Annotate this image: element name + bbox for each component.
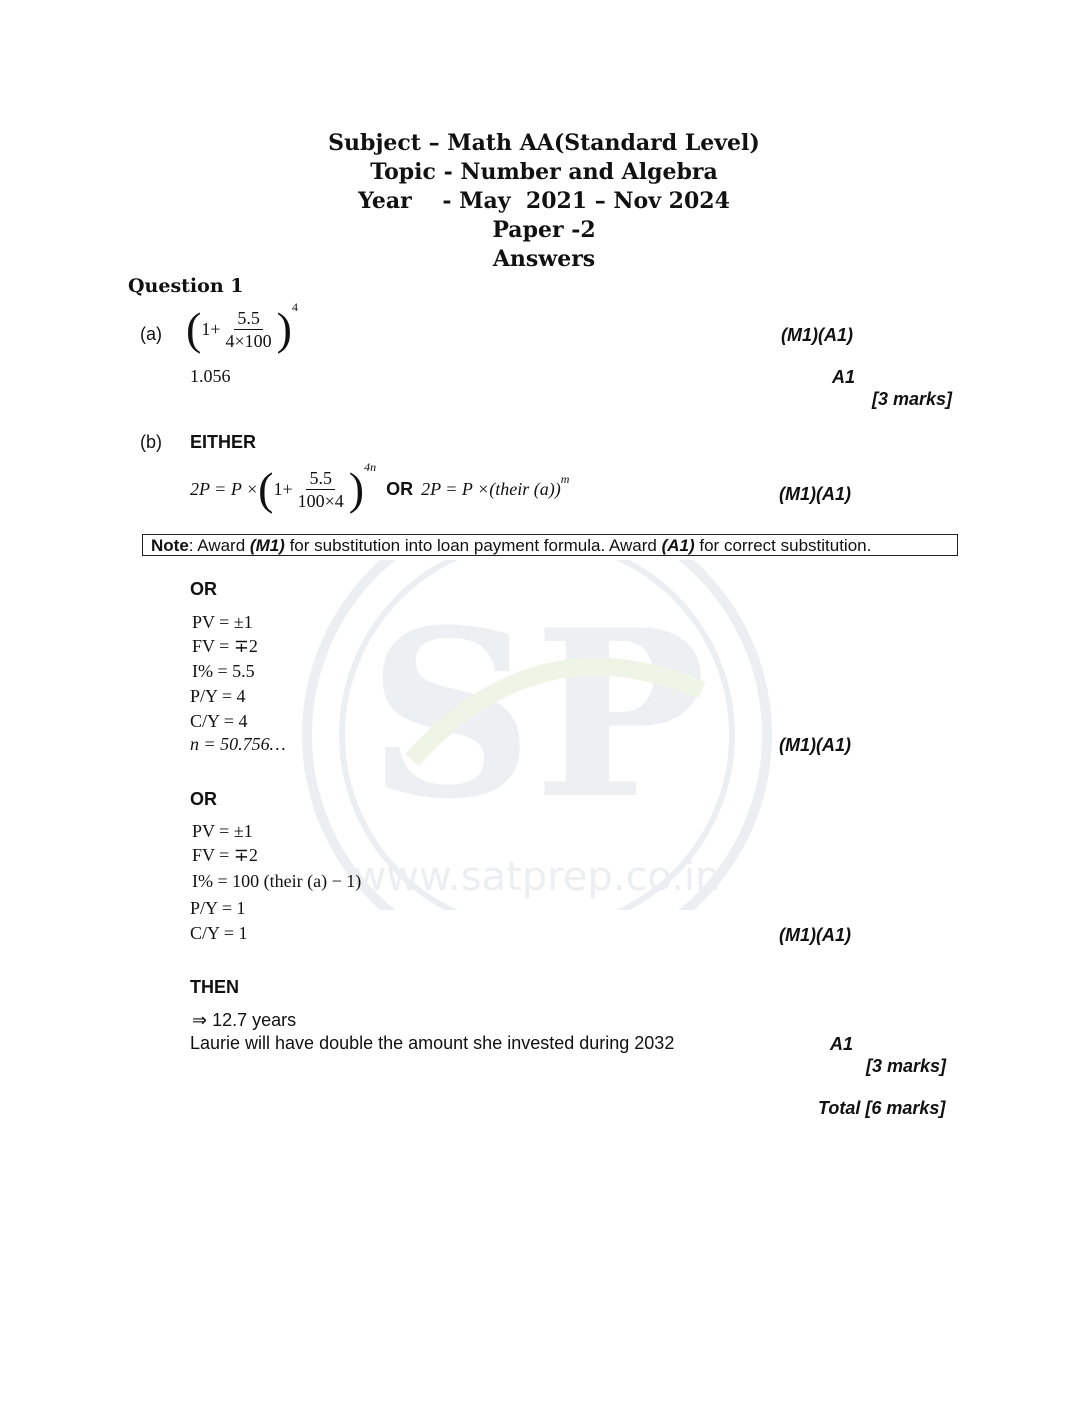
either-heading: EITHER — [190, 432, 257, 452]
note-m1: (M1) — [249, 536, 285, 555]
tvm1-py: P/Y = 4 — [190, 686, 246, 706]
tvm1-cy: C/Y = 4 — [190, 711, 248, 731]
part-a-total: [3 marks] — [872, 389, 953, 409]
question-title: Question 1 — [128, 275, 244, 297]
either-one-plus: 1+ — [273, 478, 293, 499]
tvm1-interest: I% = 5.5 — [192, 661, 255, 681]
either-alt-equation: 2P = P ×(their (a)) — [421, 478, 561, 499]
tvm2-py: P/Y = 1 — [190, 898, 246, 918]
then-heading: THEN — [190, 977, 239, 997]
subject-title: Subject – Math AA(Standard Level) — [328, 130, 760, 156]
tvm1-n: n = 50.756… — [190, 734, 286, 754]
note-prefix: Note — [151, 536, 189, 555]
either-or-word: OR — [386, 478, 414, 499]
tvm2-cy: C/Y = 1 — [190, 923, 248, 943]
note-text-3: for correct substitution. — [694, 536, 872, 555]
part-a-power: 4 — [291, 299, 298, 314]
part-a-denominator: 4×100 — [225, 330, 272, 351]
either-power: 4n — [364, 459, 377, 474]
part-a-expression: ( 1+ $\frac{5.5}{4\times 100}$ ) 4 — [186, 299, 298, 354]
conclusion-line: Laurie will have double the amount she invested during 2032 — [190, 1033, 675, 1053]
final-marks: A1 — [830, 1034, 854, 1054]
note-box — [142, 534, 958, 556]
watermark-logo — [302, 560, 772, 910]
part-a-result: 1.056 — [190, 366, 231, 386]
note-text-1: : Award — [188, 536, 250, 555]
part-a-marks-1: (M1)(A1) — [781, 325, 853, 345]
grand-total: Total [6 marks] — [818, 1098, 946, 1118]
either-lhs: 2P = P × — [190, 478, 259, 499]
either-denominator: 100×4 — [297, 490, 344, 511]
watermark-letters: SP — [367, 580, 707, 850]
part-a-label: (a) — [140, 324, 162, 344]
watermark-url: www.satprep.co.in — [353, 854, 721, 900]
year-title: Year - May 2021 – Nov 2024 — [358, 188, 730, 214]
tvm2-pv: PV = ±1 — [192, 821, 253, 841]
or2-marks: (M1)(A1) — [779, 925, 851, 945]
paper-title: Paper -2 — [492, 217, 596, 243]
note-text-2: for substitution into loan payment formula. Award — [284, 536, 662, 555]
either-numerator: 5.5 — [306, 467, 335, 490]
tvm1-pv: PV = ±1 — [192, 612, 253, 632]
or-heading-1: OR — [190, 579, 217, 599]
or1-marks: (M1)(A1) — [779, 735, 851, 755]
part-b-label: (b) — [140, 432, 162, 452]
tvm1-fv: FV = ∓2 — [192, 636, 258, 656]
or-heading-2: OR — [190, 789, 217, 809]
part-b-total: [3 marks] — [866, 1056, 947, 1076]
part-a-one-plus: 1+ — [201, 318, 221, 339]
answers-title: Answers — [492, 246, 596, 272]
tvm2-interest: I% = 100 (their (a) − 1) — [192, 871, 362, 891]
either-fraction — [295, 467, 347, 512]
note-a1: (A1) — [661, 536, 695, 555]
part-a-numerator: 5.5 — [234, 307, 263, 330]
result-line: ⇒ 12.7 years — [192, 1010, 297, 1030]
topic-title: Topic - Number and Algebra — [370, 159, 718, 185]
part-a-marks-2: A1 — [832, 367, 856, 387]
either-marks: (M1)(A1) — [779, 484, 851, 504]
tvm2-fv: FV = ∓2 — [192, 845, 258, 865]
part-a-fraction — [222, 307, 274, 352]
either-equation: 2P = P × ( 1+ $\frac{5.5}{100\times 4}$ ) 4n OR 2P = P ×(their (a)) m — [190, 459, 570, 514]
either-alt-power: m — [560, 471, 570, 486]
